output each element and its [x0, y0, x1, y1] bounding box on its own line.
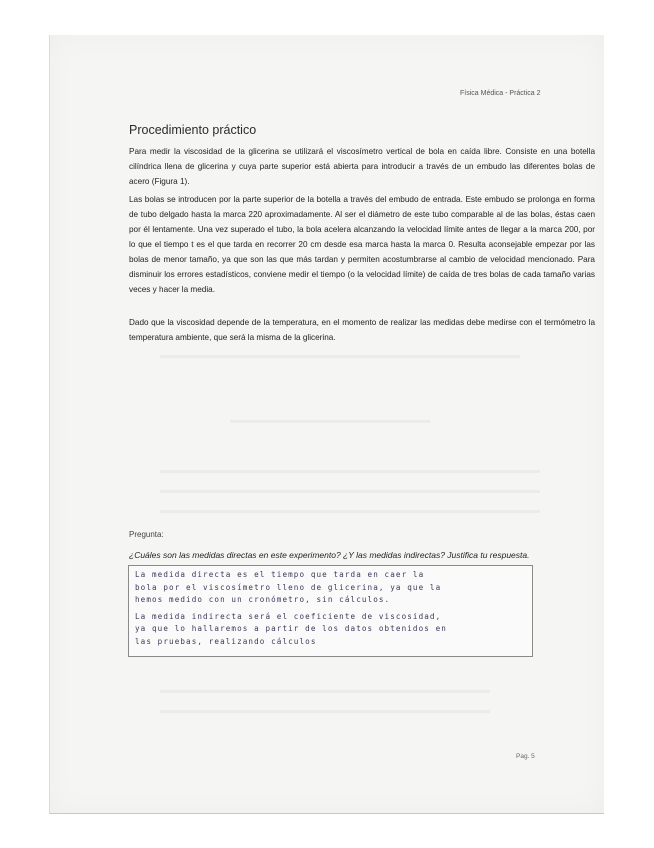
paragraph-temperature: Dado que la viscosidad depende de la temperatura, en el momento de realizar las medidas debe medirse con el termómetro la temperatura ambiente, que será la misma de la glicerina. — [129, 318, 595, 342]
paragraph-procedure: Las bolas se introducen por la parte superior de la botella a través del embudo de entrada. Este embudo se prolonga en forma de tubo delgado hasta la marca 220 aproximadamente. Al ser el diámetro de este tubo comparable al de las bolas, éstas caen por él lentamente. Una vez superado el tubo, la bola acelera alcanzando la velocidad límite antes de llegar a la marca 200, por lo que el tiempo t es el que tarda en recorrer 20 cm desde esa marca hasta la marca 0. Resulta aconsejable empezar por las bolas de menor tamaño, ya que son las que más tardan y permiten acostumbrarse al cambio de velocidad mencionado. Para disminuir los errores estadísticos, conviene medir el tiempo (o la velocidad límite) de caída de tres bolas de cada tamaño varias veces y hacer la media. — [129, 195, 595, 294]
show-through-line — [160, 490, 540, 493]
running-header: Física Médica - Práctica 2 — [460, 90, 541, 97]
answer-line: bola por el viscosímetro lleno de glicerina, ya que la — [135, 582, 442, 592]
answer-line: ya que lo hallaremos a partir de los datos obtenidos en — [135, 624, 447, 633]
answer-line: La medida indirecta será el coeficiente de viscosidad, — [135, 611, 442, 621]
section-title: Procedimiento práctico — [129, 123, 257, 137]
answer-line: La medida directa es el tiempo que tarda en caer la — [135, 570, 425, 579]
show-through-line — [160, 510, 540, 513]
show-through-line — [160, 690, 490, 693]
paragraph-intro: Para medir la viscosidad de la glicerina se utilizará el viscosímetro vertical de bola en caída libre. Consiste en una botella cilíndrica llena de glicerina y cuya parte superior está abierta para introducir a través de un embudo las diferentes bolas de acero (Figura 1). — [129, 147, 595, 186]
show-through-line — [160, 710, 490, 713]
show-through-line — [160, 355, 520, 358]
page-number: Pag. 5 — [516, 753, 535, 760]
show-through-line — [160, 470, 540, 473]
answer-line: hemos medido con un cronómetro, sin cálculos. — [135, 595, 391, 604]
question-label: Pregunta: — [129, 530, 164, 539]
show-through-line — [230, 420, 430, 423]
question-text: ¿Cuáles son las medidas directas en este experimento? ¿Y las medidas indirectas? Justifica tu respuesta. — [129, 550, 530, 560]
answer-box — [128, 565, 533, 657]
answer-line: las pruebas, realizando cálculos — [135, 636, 317, 646]
